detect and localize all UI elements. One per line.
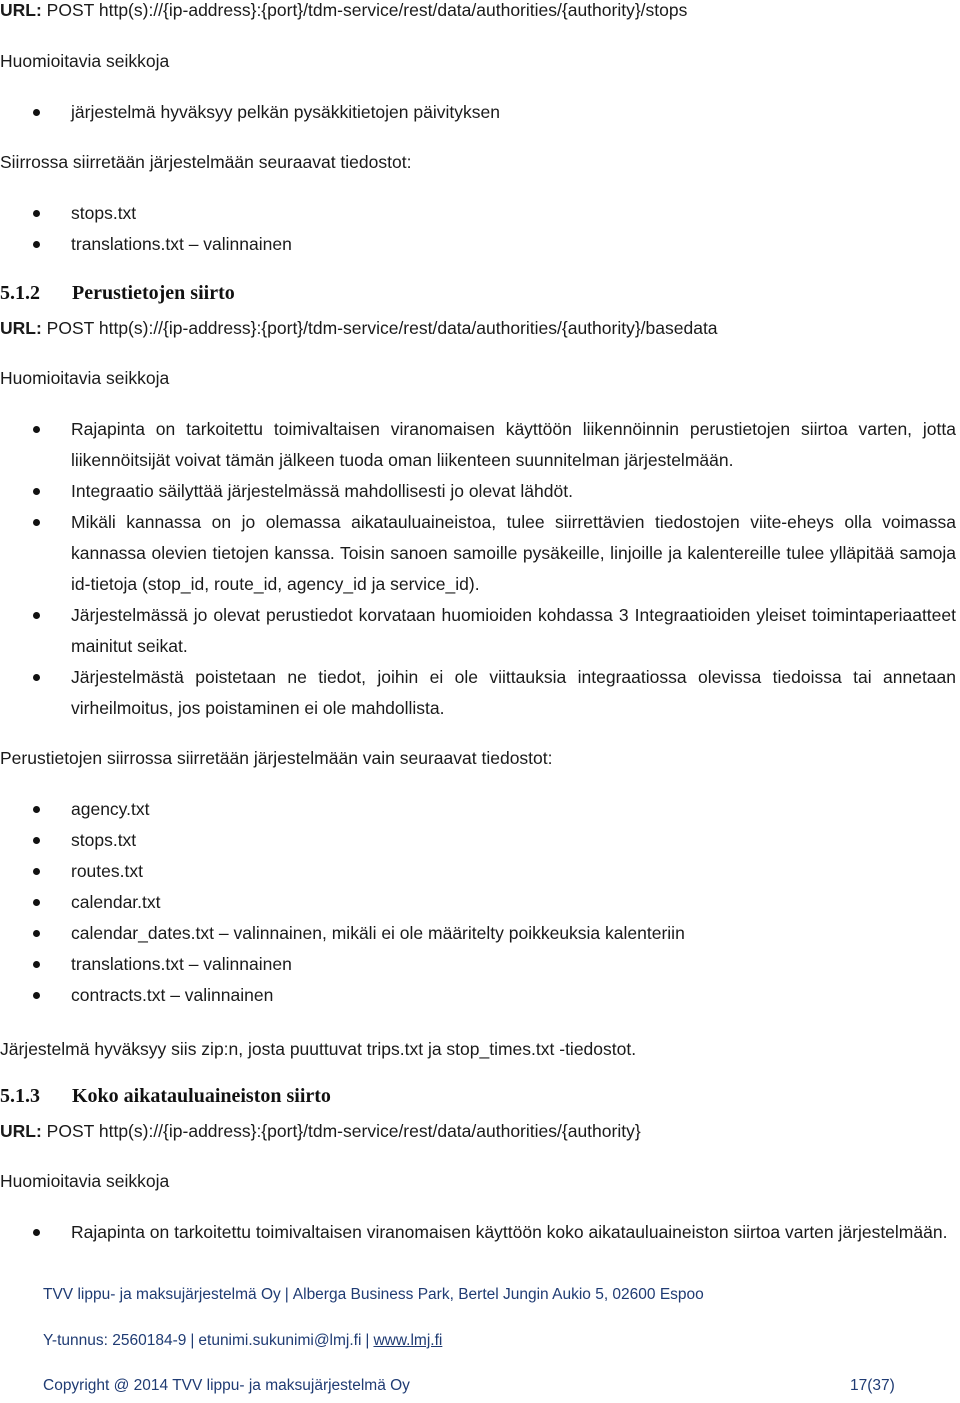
files-intro: Siirrossa siirretään järjestelmään seuraavat tiedostot: xyxy=(0,152,412,172)
list-item: järjestelmä hyväksyy pelkän pysäkkitietojen päivityksen xyxy=(0,97,960,128)
list-item: Järjestelmästä poistetaan ne tiedot, joihin ei ole viittauksia integraatiossa olevissa tiedoissa tai annetaan virheilmoitus, jos poistaminen ei ole mahdollista. xyxy=(0,662,958,724)
section-heading-5-1-3 xyxy=(0,1085,331,1108)
footer-separator: | xyxy=(365,1332,370,1349)
list-item: Rajapinta on tarkoitettu toimivaltaisen viranomaisen käyttöön koko aikatauluaineiston siirtoa varten järjestelmään. xyxy=(0,1217,958,1248)
stops-notes-list xyxy=(0,97,960,128)
bullet-icon xyxy=(33,612,40,619)
list-item: routes.txt xyxy=(0,856,960,887)
bullet-icon xyxy=(33,241,40,248)
bullet-icon xyxy=(33,992,40,999)
footer-separator: | xyxy=(190,1332,195,1349)
bullet-icon xyxy=(33,961,40,968)
section-number: 5.1.3 xyxy=(0,1085,40,1107)
notes-heading: Huomioitavia seikkoja xyxy=(0,1171,170,1191)
notes-heading: Huomioitavia seikkoja xyxy=(0,51,170,71)
url-label: URL: xyxy=(0,0,42,20)
basedata-notes-list xyxy=(0,414,958,724)
list-item: agency.txt xyxy=(0,794,960,825)
basedata-files-list xyxy=(0,794,960,1011)
url-text: POST http(s)://{ip-address}:{port}/tdm-service/rest/data/authorities/{authority}/stops xyxy=(46,0,688,20)
footer-business-id: Y-tunnus: 2560184-9 xyxy=(43,1332,187,1349)
bullet-icon xyxy=(33,488,40,495)
section-title: Koko aikatauluaineiston siirto xyxy=(72,1085,331,1107)
bullet-icon xyxy=(33,806,40,813)
footer-company-line xyxy=(43,1286,704,1304)
bullet-icon xyxy=(33,837,40,844)
section-number: 5.1.2 xyxy=(0,282,40,304)
bullet-icon xyxy=(33,519,40,526)
list-item: Integraatio säilyttää järjestelmässä mahdollisesti jo olevat lähdöt. xyxy=(0,476,958,507)
url-label: URL: xyxy=(0,318,42,338)
bullet-icon xyxy=(33,109,40,116)
bullet-icon xyxy=(33,899,40,906)
footer-email: etunimi.sukunimi@lmj.fi xyxy=(198,1332,362,1349)
full-data-url-line xyxy=(0,1116,641,1147)
url-text: POST http(s)://{ip-address}:{port}/tdm-service/rest/data/authorities/{authority}/basedata xyxy=(46,318,718,338)
list-item: calendar.txt xyxy=(0,887,960,918)
footer-website-link[interactable]: www.lmj.fi xyxy=(373,1332,443,1349)
closing-text: Järjestelmä hyväksyy siis zip:n, josta puuttuvat trips.txt ja stop_times.txt -tiedostot. xyxy=(0,1039,637,1059)
basedata-url-line xyxy=(0,313,718,344)
notes-heading: Huomioitavia seikkoja xyxy=(0,368,170,388)
bullet-icon xyxy=(33,930,40,937)
bullet-icon xyxy=(33,210,40,217)
bullet-icon xyxy=(33,426,40,433)
footer-copyright: Copyright @ 2014 TVV lippu- ja maksujärjestelmä Oy xyxy=(43,1377,410,1394)
list-item: translations.txt – valinnainen xyxy=(0,229,960,260)
stops-files-list xyxy=(0,198,960,260)
bullet-icon xyxy=(33,868,40,875)
files-intro: Perustietojen siirrossa siirretään järjestelmään vain seuraavat tiedostot: xyxy=(0,748,553,768)
footer-address: Alberga Business Park, Bertel Jungin Aukio 5, 02600 Espoo xyxy=(292,1286,704,1303)
full-data-notes-list xyxy=(0,1217,958,1248)
list-item: contracts.txt – valinnainen xyxy=(0,980,960,1011)
list-item: calendar_dates.txt – valinnainen, mikäli ei ole määritelty poikkeuksia kalenteriin xyxy=(0,918,960,949)
url-text: POST http(s)://{ip-address}:{port}/tdm-service/rest/data/authorities/{authority} xyxy=(46,1121,641,1141)
bullet-icon xyxy=(33,674,40,681)
list-item: Järjestelmässä jo olevat perustiedot korvataan huomioiden kohdassa 3 Integraatioiden yleiset toimintaperiaatteet mainitut seikat. xyxy=(0,600,958,662)
url-label: URL: xyxy=(0,1121,42,1141)
list-item: stops.txt xyxy=(0,825,960,856)
footer-company: TVV lippu- ja maksujärjestelmä Oy xyxy=(43,1286,281,1303)
list-item: translations.txt – valinnainen xyxy=(0,949,960,980)
stops-url-line xyxy=(0,0,687,26)
list-item: Mikäli kannassa on jo olemassa aikatauluaineistoa, tulee siirrettävien tiedostojen viite-eheys olla voimassa kannassa olevien tietojen kanssa. Toisin sanoen samoille pysäkeille, linjoille ja kalentereille tulee ylläpitää samoja id-tietoja (stop_id, route_id, agency_id ja service_id). xyxy=(0,507,958,600)
list-item: Rajapinta on tarkoitettu toimivaltaisen viranomaisen käyttöön liikennöinnin perustietojen siirtoa varten, jotta liikennöitsijät voivat tämän jälkeen tuoda oman liikenteen suunnitelman järjestelmään. xyxy=(0,414,958,476)
page-number: 17(37) xyxy=(850,1377,895,1394)
footer-contact-line xyxy=(43,1332,442,1350)
section-title: Perustietojen siirto xyxy=(72,282,235,304)
list-item: stops.txt xyxy=(0,198,960,229)
footer-separator: | xyxy=(284,1286,289,1303)
bullet-icon xyxy=(33,1229,40,1236)
section-heading-5-1-2 xyxy=(0,282,235,305)
